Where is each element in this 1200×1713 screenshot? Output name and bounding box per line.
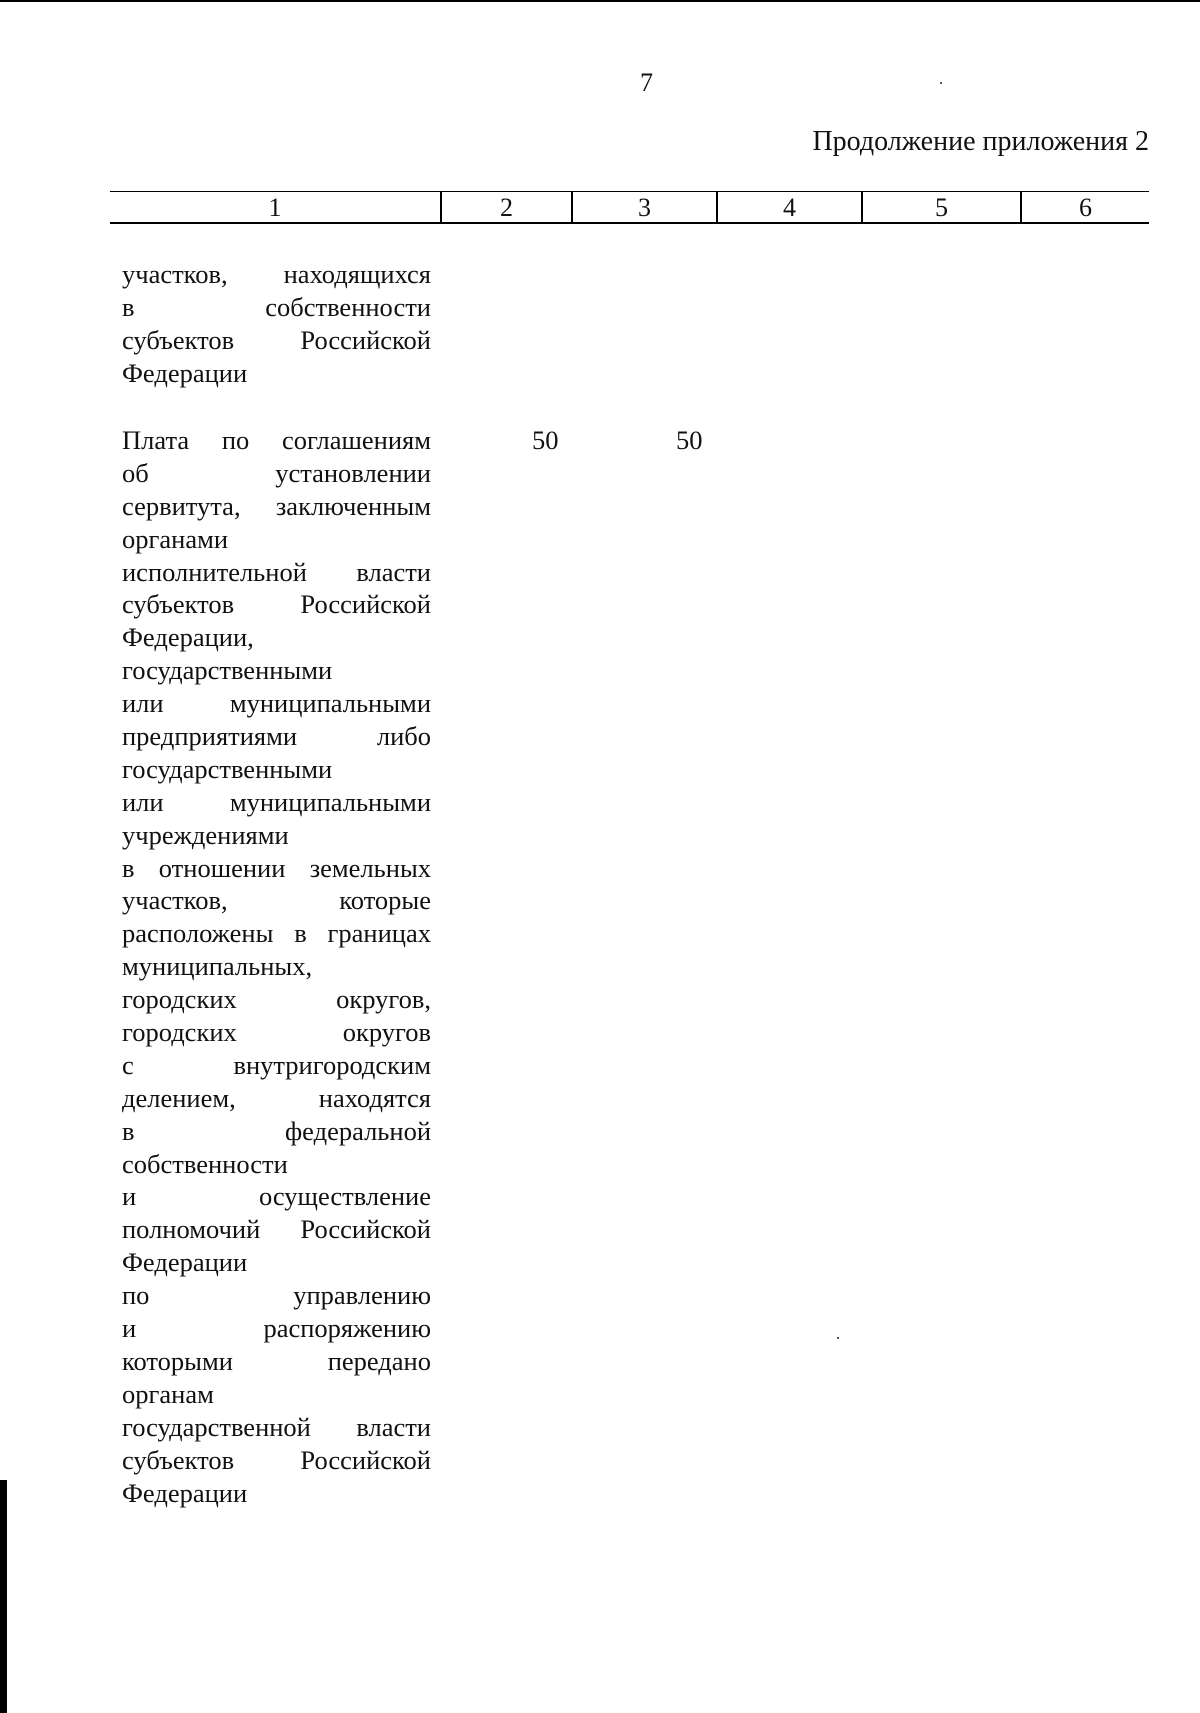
- word: Российской: [300, 1214, 431, 1245]
- header-cell-5: 5: [863, 192, 1022, 222]
- word: предприятиями: [122, 721, 298, 752]
- word: государственными: [122, 655, 333, 686]
- word: участков,: [122, 885, 228, 916]
- text-line: [122, 424, 431, 457]
- text-line: [122, 819, 431, 852]
- word: заключенным: [275, 490, 431, 521]
- text-line: [122, 1246, 431, 1279]
- text-line: [122, 1213, 431, 1246]
- word: Федерации: [122, 1477, 248, 1508]
- text-line: [122, 1312, 431, 1345]
- text-line: [122, 983, 431, 1016]
- text-line: [122, 621, 431, 654]
- word: распоряжению: [263, 1313, 431, 1344]
- word: государственными: [122, 753, 333, 784]
- text-line: [122, 917, 431, 950]
- word: субъектов: [122, 589, 235, 620]
- text-line: [122, 556, 431, 589]
- text-line: [122, 1411, 431, 1444]
- text-line: [122, 950, 431, 983]
- word: в: [122, 852, 135, 883]
- text-line: [122, 1477, 431, 1510]
- word: Федерации: [122, 1247, 248, 1278]
- continuation-heading: Продолжение приложения 2: [812, 126, 1149, 157]
- word: учреждениями: [122, 819, 289, 850]
- word: Российской: [300, 324, 431, 355]
- word: субъектов: [122, 324, 235, 355]
- header-cell-6: 6: [1079, 193, 1092, 222]
- text-line: [122, 1082, 431, 1115]
- word: по: [221, 425, 250, 455]
- text-line: [122, 753, 431, 786]
- word: осуществление: [258, 1181, 431, 1212]
- text-line: [122, 786, 431, 819]
- word: передано: [327, 1345, 431, 1376]
- text-line: [122, 1148, 431, 1181]
- scan-top-border: [0, 0, 1200, 2]
- word: участков,: [122, 259, 228, 289]
- word: муниципальными: [229, 786, 431, 817]
- word: расположены: [122, 918, 274, 949]
- text-line: [122, 490, 431, 523]
- word: исполнительной: [122, 556, 307, 587]
- word: об: [122, 457, 149, 488]
- row2-col2-value: 50: [532, 425, 559, 455]
- word: федеральной: [285, 1115, 431, 1146]
- text-line: [122, 1378, 431, 1411]
- scan-edge-mark: [0, 1480, 7, 1713]
- text-line: [122, 884, 431, 917]
- word: или: [122, 688, 164, 719]
- text-line: [122, 852, 431, 885]
- word: соглашениям: [281, 425, 431, 455]
- text-line: [122, 1279, 431, 1312]
- text-line: [122, 258, 431, 291]
- word: находятся: [318, 1082, 431, 1113]
- word: государственной: [122, 1411, 311, 1442]
- text-line: [122, 324, 431, 357]
- word: Федерации,: [122, 622, 254, 653]
- word: либо: [376, 721, 431, 752]
- header-cell-3: 3: [573, 192, 718, 222]
- word: границах: [327, 918, 431, 949]
- text-line: [122, 523, 431, 556]
- word: управлению: [293, 1280, 431, 1311]
- scan-speck: [837, 1337, 839, 1339]
- word: с: [122, 1049, 134, 1080]
- text-line: [122, 357, 431, 390]
- header-cell-1: 1: [110, 192, 442, 222]
- text-line: [122, 1444, 431, 1477]
- text-line: [122, 1180, 431, 1213]
- header-cell-2: 2: [442, 192, 573, 222]
- word: округов: [342, 1017, 431, 1048]
- row1-description: [122, 258, 431, 390]
- text-line: [122, 1345, 431, 1378]
- table-header-row: [110, 191, 1149, 224]
- text-line: [122, 1016, 431, 1049]
- word: и: [122, 1181, 137, 1212]
- word: по: [122, 1280, 150, 1311]
- word: муниципальными: [229, 688, 431, 719]
- word: собственности: [122, 1148, 288, 1179]
- word: установлении: [275, 457, 431, 488]
- word: в: [122, 291, 135, 322]
- word: Плата: [122, 425, 190, 455]
- word: муниципальных,: [122, 951, 313, 982]
- word: Российской: [300, 1444, 431, 1475]
- scan-speck: [940, 82, 942, 84]
- word: Федерации: [122, 357, 248, 388]
- header-cell-4: 4: [718, 192, 863, 222]
- word: власти: [356, 1411, 431, 1442]
- word: городских: [122, 1017, 237, 1048]
- word: которыми: [122, 1345, 233, 1376]
- word: и: [122, 1313, 137, 1344]
- word: органами: [122, 523, 229, 554]
- word: земельных: [309, 852, 431, 883]
- text-line: [122, 1049, 431, 1082]
- word: делением,: [122, 1082, 236, 1113]
- text-line: [122, 291, 431, 324]
- word: которые: [339, 885, 431, 916]
- word: внутригородским: [233, 1049, 431, 1080]
- text-line: [122, 588, 431, 621]
- word: или: [122, 786, 164, 817]
- row2-description: [122, 424, 431, 1509]
- word: власти: [356, 556, 431, 587]
- text-line: [122, 720, 431, 753]
- row2-col3-value: 50: [676, 425, 703, 455]
- word: в: [122, 1115, 135, 1146]
- word: собственности: [265, 291, 431, 322]
- text-line: [122, 457, 431, 490]
- word: округов,: [336, 984, 431, 1015]
- text-line: [122, 654, 431, 687]
- text-line: [122, 687, 431, 720]
- word: городских: [122, 984, 237, 1015]
- page-number: 7: [640, 68, 653, 97]
- word: в: [294, 918, 307, 949]
- word: сервитута,: [122, 490, 241, 521]
- text-line: [122, 1115, 431, 1148]
- word: субъектов: [122, 1444, 235, 1475]
- word: полномочий: [122, 1214, 261, 1245]
- word: органам: [122, 1378, 214, 1409]
- word: Российской: [300, 589, 431, 620]
- word: находящихся: [283, 259, 431, 289]
- word: отношении: [158, 852, 286, 883]
